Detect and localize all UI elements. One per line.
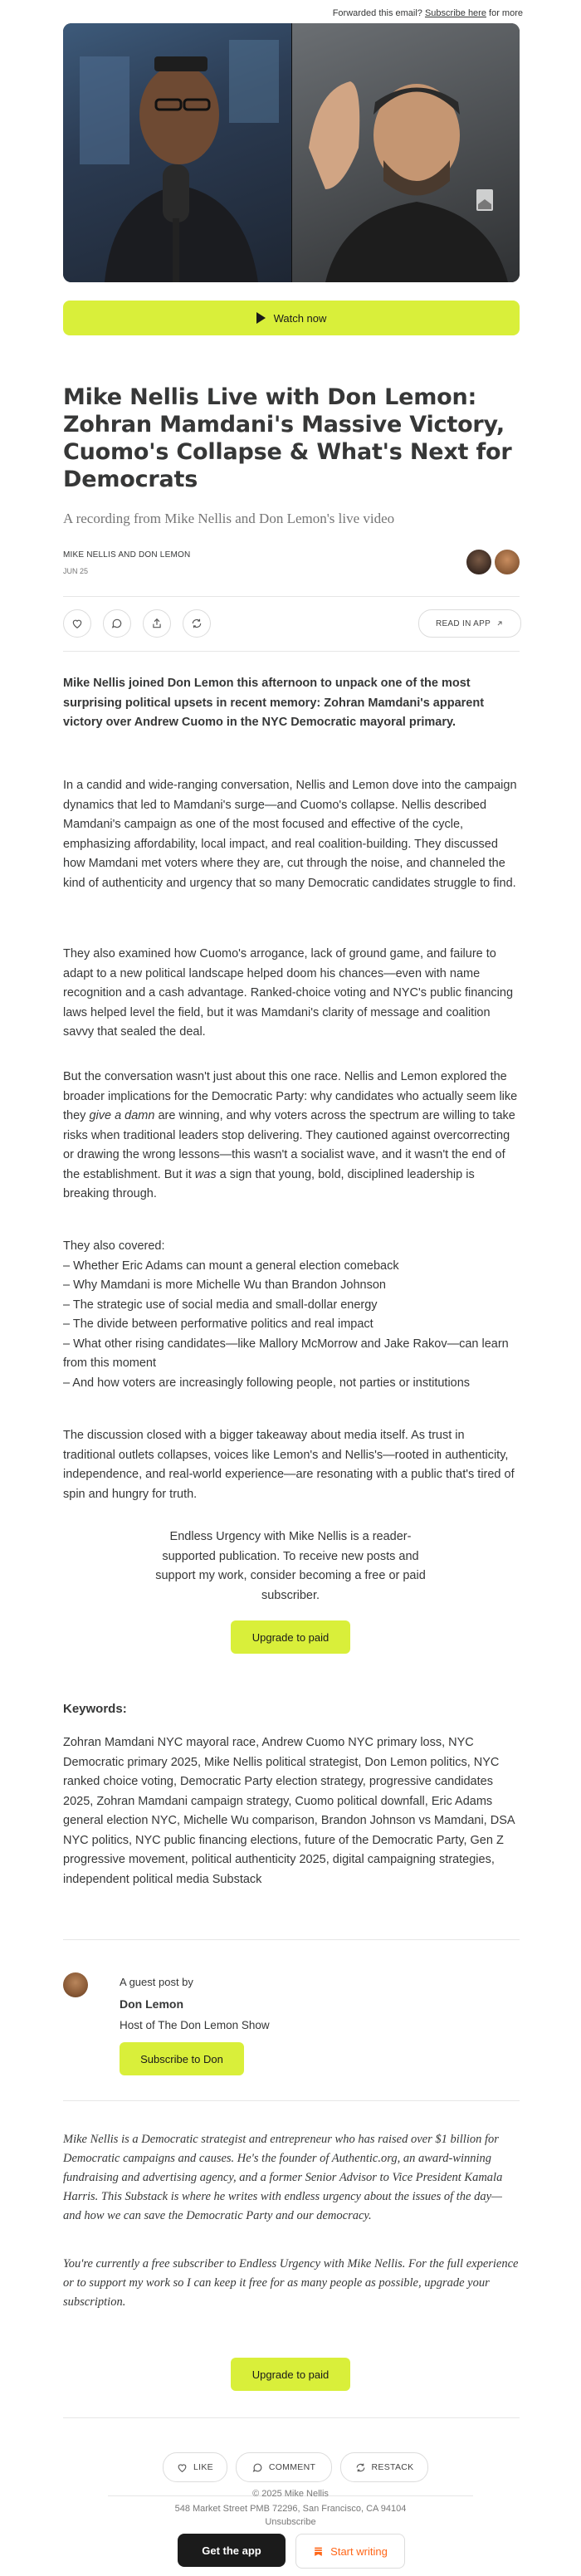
list-item: – The strategic use of social media and small-dollar energy [63, 1298, 378, 1312]
keywords-text: Zohran Mamdani NYC mayoral race, Andrew Cuomo NYC primary loss, NYC Democratic primary 2025, Mike Nellis political strategist, Don Lemon politics, NYC ranked choice voting, Democratic Party election strategy, progressive candidates 2025, Zohran Mamdani campaign strategy, Cuomo political downfall, Eric Adams general election NYC, Michelle Wu comparison, Brandon Johnson vs Mamdani, DSA NYC politics, NYC public financing elections, future of the Democratic Party, Gen Z progressive movement, political authenticity 2025, digital campaigning strategies, independent political media Substack [63, 1736, 515, 1886]
divider [63, 651, 520, 652]
post-byline[interactable]: MIKE NELLIS AND DON LEMON [63, 550, 191, 560]
forwarded-notice: Forwarded this email? Subscribe here for more [332, 8, 523, 18]
restack-icon [191, 618, 203, 629]
guest-avatar[interactable] [63, 1972, 88, 1997]
heart-icon [177, 2462, 188, 2473]
guest-name[interactable]: Don Lemon [120, 1997, 183, 2011]
host-silhouette [63, 23, 291, 282]
upgrade-to-paid-button[interactable]: Upgrade to paid [231, 1620, 350, 1654]
about-paragraph: Mike Nellis is a Democratic strategist and entrepreneur who has raised over $1 billion for Democratic campaigns and causes. He's the founder of Authentic.org, an award-winning fundraising and advertising agency, and a former Senior Advisor to Vice President Kamala Harris. This Substack is where he writes with endless urgency about the issues of the day—and how we can save the Democratic Party and our democracy. [63, 2133, 503, 2222]
list-item: – The divide between performative politics and real impact [63, 1317, 374, 1331]
post-date: JUN 25 [63, 567, 89, 575]
subscriber-note: You're currently a free subscriber to Endless Urgency with Mike Nellis. For the full experience or to support my work so I can keep it free for as many people as possible, upgrade your subscription. [63, 2257, 519, 2309]
footer-comment-button[interactable]: COMMENT [236, 2452, 332, 2482]
author-avatar-mike[interactable] [465, 548, 493, 576]
restack-icon [355, 2462, 366, 2473]
body-paragraph-1: In a candid and wide-ranging conversation, Nellis and Lemon dove into the campaign dynamics that led to Mamdani's surge—and Cuomo's collapse. Nellis described Mamdani's campaign as one of the most focused and effective of the cycle, emphasizing affordability, local impact, and real coalition-building. They discussed how Mamdani met voters where they are, cut through the noise, and channeled the kind of authenticity and urgency that so many Democratic candidates struggle to find. [63, 779, 517, 890]
subscribe-to-don-button[interactable]: Subscribe to Don [120, 2042, 244, 2075]
divider [63, 2100, 520, 2101]
list-item: – What other rising candidates—like Mallory McMorrow and Jake Rakov—can learn from this moment [63, 1337, 509, 1370]
list-item: – Whether Eric Adams can mount a general election comeback [63, 1259, 399, 1273]
subscribe-cta-text: Endless Urgency with Mike Nellis is a reader-supported publication. To receive new posts and support my work, consider becoming a free or paid subscriber. [155, 1530, 426, 1602]
keywords-heading: Keywords: [63, 1702, 127, 1716]
address: 548 Market Street PMB 72296, San Francisco, CA 94104 [174, 2504, 407, 2514]
guest-post-label: A guest post by [120, 1976, 193, 1988]
heart-icon [71, 618, 83, 629]
comment-icon [252, 2462, 263, 2473]
restack-button[interactable] [183, 609, 211, 638]
play-icon [256, 312, 266, 324]
comment-icon [111, 618, 123, 629]
body-paragraph-4: The discussion closed with a bigger takeaway about media itself. As trust in traditional outlets collapses, voices like Lemon's and Nellis's—rooted in authenticity, independence, and real-world experience—are resonating with a public that's tired of spin and hungry for truth. [63, 1429, 515, 1501]
video-thumbnail[interactable] [63, 23, 520, 282]
comment-button[interactable] [103, 609, 131, 638]
divider [63, 596, 520, 597]
divider [63, 2417, 520, 2418]
like-button[interactable] [63, 609, 91, 638]
share-button[interactable] [143, 609, 171, 638]
author-avatar-don[interactable] [493, 548, 521, 576]
start-writing-button[interactable]: Start writing [295, 2534, 405, 2569]
read-in-app-button[interactable]: READ IN APP [418, 609, 521, 638]
body-paragraph-3: But the conversation wasn't just about this one race. Nellis and Lemon explored the broader implications for the Democratic Party: why candidates who actually seem like they give a damn are winning, and why voters across the spectrum are willing to take risks when traditional leaders stop delivering. They cautioned against overcorrecting or drawing the wrong lessons—this wasn't a socialist wave, and it wasn't the end of the establishment. But it was a sign that young, bold, disciplined leadership is breaking through. [63, 1070, 518, 1200]
upgrade-to-paid-button-footer[interactable]: Upgrade to paid [231, 2358, 350, 2391]
arrow-up-right-icon [496, 619, 504, 628]
subscribe-here-link[interactable]: Subscribe here [424, 8, 486, 18]
covered-list: They also covered: – Whether Eric Adams can mount a general election comeback – Why Mamdani is more Michelle Wu than Brandon Johnson – The strategic use of social media and small-dollar energy – The divide between performative politics and real impact – What other rising candidates—like Mallory McMorrow and Jake Rakov—can learn from this moment – And how voters are increasingly following people, not parties or institutions [63, 1237, 520, 1393]
list-item: – And how voters are increasingly following people, not parties or institutions [63, 1376, 471, 1390]
video-left-panel [63, 23, 291, 282]
divider [63, 1939, 520, 1940]
post-subtitle: A recording from Mike Nellis and Don Lemon's live video [63, 511, 395, 526]
footer-restack-button[interactable]: RESTACK [340, 2452, 428, 2482]
substack-icon [313, 2546, 324, 2557]
video-right-panel [292, 23, 520, 282]
footer-like-button[interactable]: LIKE [163, 2452, 227, 2482]
copyright: © 2025 Mike Nellis [252, 2489, 329, 2499]
post-title: Mike Nellis Live with Don Lemon: Zohran Mamdani's Massive Victory, Cuomo's Collapse & What's Next for Democrats [63, 384, 512, 492]
guest-description: Host of The Don Lemon Show [120, 2019, 270, 2031]
unsubscribe-link: Unsubscribe [265, 2517, 316, 2527]
list-item: – Why Mamdani is more Michelle Wu than Brandon Johnson [63, 1278, 387, 1292]
lead-paragraph: Mike Nellis joined Don Lemon this afternoon to unpack one of the most surprising political upsets in recent memory: Zohran Mamdani's apparent victory over Andrew Cuomo in the NYC Democratic mayoral primary. [63, 677, 485, 729]
share-icon [151, 618, 163, 629]
body-paragraph-2: They also examined how Cuomo's arrogance, lack of ground game, and failure to adapt to a new political landscape helped doom his chances—even with name recognition and a cash advantage. Ranked-choice voting and NYC's public financing laws helped level the field, but it was Mamdani's clarity of message and coalition savvy that sealed the deal. [63, 947, 514, 1039]
get-the-app-button[interactable]: Get the app [178, 2534, 286, 2567]
watch-now-button[interactable]: Watch now [63, 301, 520, 335]
guest-silhouette [292, 23, 520, 282]
